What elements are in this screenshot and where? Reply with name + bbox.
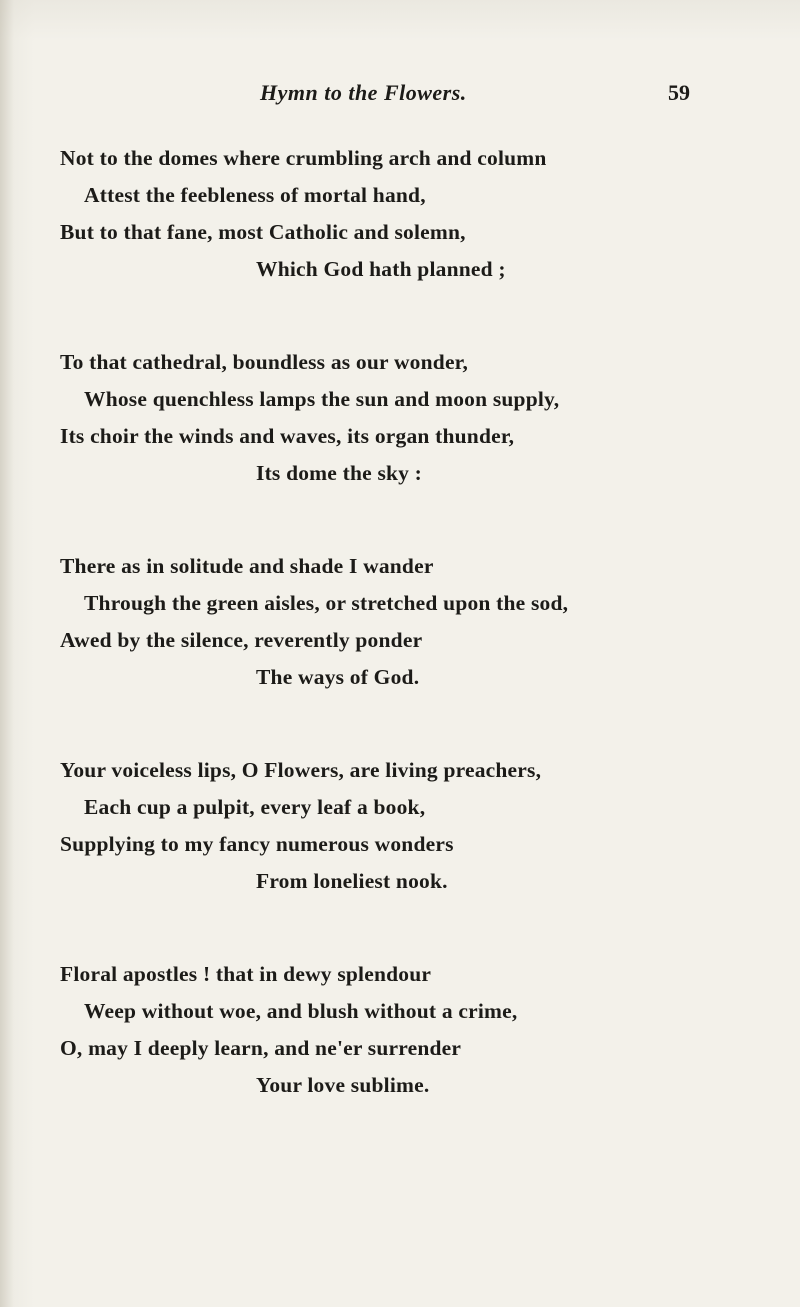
stanza-5 (0, 956, 800, 1104)
poem-line: Whose quenchless lamps the sun and moon supply, (84, 387, 560, 411)
poem-line: Its choir the winds and waves, its organ thunder, (60, 424, 515, 448)
stanza-3 (0, 548, 800, 696)
page-number: 59 (668, 80, 690, 105)
poem-line: Attest the feebleness of mortal hand, (84, 183, 426, 207)
poem-line: Your voiceless lips, O Flowers, are living preachers, (60, 758, 542, 782)
poem (0, 140, 800, 1160)
poem-line: Through the green aisles, or stretched upon the sod, (84, 591, 569, 615)
poem-line: To that cathedral, boundless as our wonder, (60, 350, 469, 374)
stanza-4 (0, 752, 800, 900)
running-title: Hymn to the Flowers. (260, 80, 467, 105)
poem-line: Awed by the silence, reverently ponder (60, 628, 423, 652)
poem-line: But to that fane, most Catholic and solemn, (60, 220, 466, 244)
poem-line: Its dome the sky : (256, 461, 423, 485)
poem-line: Your love sublime. (256, 1073, 430, 1097)
poem-line: Supplying to my fancy numerous wonders (60, 832, 454, 856)
poem-line: The ways of God. (256, 665, 420, 689)
poem-line: Weep without woe, and blush without a crime, (84, 999, 518, 1023)
poem-line: From loneliest nook. (256, 869, 448, 893)
poem-line: Which God hath planned ; (256, 257, 506, 281)
poem-line: Each cup a pulpit, every leaf a book, (84, 795, 426, 819)
poem-line: Floral apostles ! that in dewy splendour (60, 962, 432, 986)
poem-line: O, may I deeply learn, and ne'er surrender (60, 1036, 462, 1060)
running-head (0, 80, 800, 116)
stanza-2 (0, 344, 800, 492)
poem-line: Not to the domes where crumbling arch and column (60, 146, 547, 170)
poem-line: There as in solitude and shade I wander (60, 554, 434, 578)
stanza-1 (0, 140, 800, 288)
